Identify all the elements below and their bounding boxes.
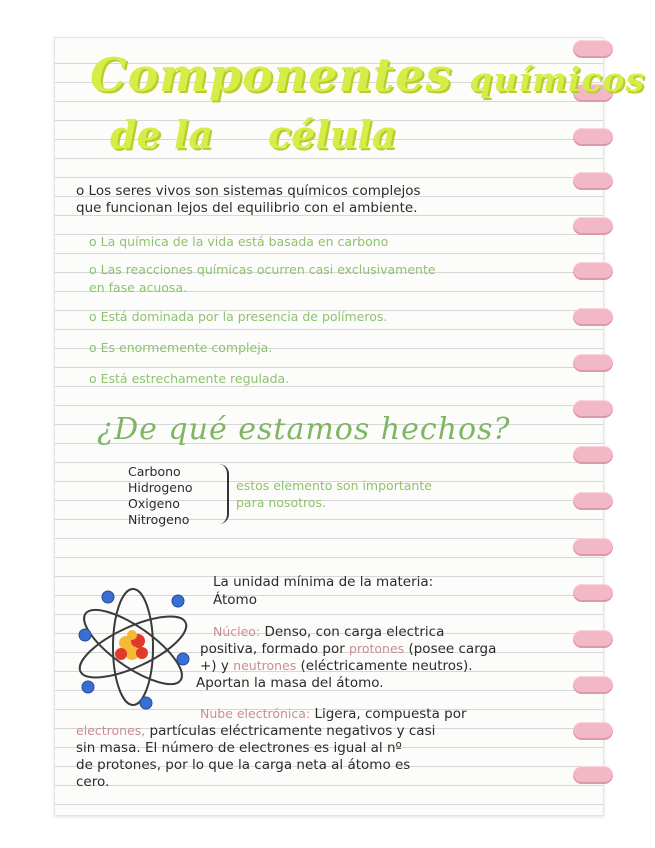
cloud-text: Ligera, compuesta por [314,706,467,722]
binder-ring [573,766,613,784]
atom-illustration [70,583,196,711]
cloud-line: sin masa. El número de electrones es igual al nº [76,740,402,756]
page-title-line2 [110,112,396,157]
electrons-word: electrones, [76,723,146,738]
elements-list [128,464,193,528]
elements-note: estos elemento son importante [236,478,432,493]
cloud-text: partículas eléctricamente negativos y casi [149,723,436,739]
element-item: Carbono [128,464,181,479]
nucleus-line [200,658,473,674]
binder-ring [573,630,613,648]
title-word-quimicos: químicos [469,60,646,99]
cloud-line: de protones, por lo que la carga neta al átomo es [76,757,411,773]
nucleus-text: +) y [200,658,229,674]
element-item: Nitrogeno [128,512,190,527]
cloud-label: Nube electrónica: [200,706,311,721]
cloud-line [200,706,467,722]
curly-brace [217,464,229,524]
element-item: Hidrogeno [128,480,193,495]
page-title-line1 [90,48,645,102]
binder-ring [573,446,613,464]
intro-line: que funcionan lejos del equilibrio con el ambiente. [76,200,418,216]
title-word-celula: célula [268,112,397,157]
binder-ring [573,538,613,556]
cloud-line: cero. [76,774,110,790]
nucleus-label: Núcleo: [213,624,261,639]
binder-ring [573,308,613,326]
bullet-item: o Está dominada por la presencia de polímeros. [89,309,388,324]
binder-ring [573,172,613,190]
binder-ring [573,217,613,235]
atom-nucleus [115,630,148,660]
bullet-item: o Está estrechamente regulada. [89,371,290,386]
bullet-item: o Las reacciones químicas ocurren casi exclusivamente [89,262,436,277]
bullet-item-continuation: en fase acuosa. [89,280,188,295]
element-item: Oxigeno [128,496,180,511]
binder-ring [573,262,613,280]
binder-ring [573,492,613,510]
nucleus-text: (posee carga [408,641,497,657]
binder-ring [573,128,613,146]
binder-ring [573,722,613,740]
protons-word: protones [349,641,405,656]
title-word-de-la: de la [110,112,214,157]
cloud-line [76,723,435,739]
nucleus-line [213,624,444,640]
neutrons-word: neutrones [233,658,297,673]
nucleus-line [200,641,496,657]
binder-ring [573,676,613,694]
nucleus-text: (eléctricamente neutros). [300,658,473,674]
nucleus-text: positiva, formado por [200,641,345,657]
binder-ring [573,584,613,602]
atom-word: Átomo [213,592,257,608]
nucleus-line: Aportan la masa del átomo. [196,675,384,691]
nucleus-text: Denso, con carga electrica [264,624,445,640]
atom-definition: La unidad mínima de la materia: [213,574,434,590]
binder-ring [573,354,613,372]
bullet-item: o Es enormemente compleja. [89,340,273,355]
binder-rings [573,0,623,848]
title-word-componentes: Componentes [90,48,453,102]
elements-note: para nosotros. [236,495,326,510]
intro-line: o Los seres vivos son sistemas químicos complejos [76,183,421,199]
section-subtitle: ¿De qué estamos hechos? [97,412,511,447]
binder-ring [573,400,613,418]
bullet-item: o La química de la vida está basada en carbono [89,234,389,249]
